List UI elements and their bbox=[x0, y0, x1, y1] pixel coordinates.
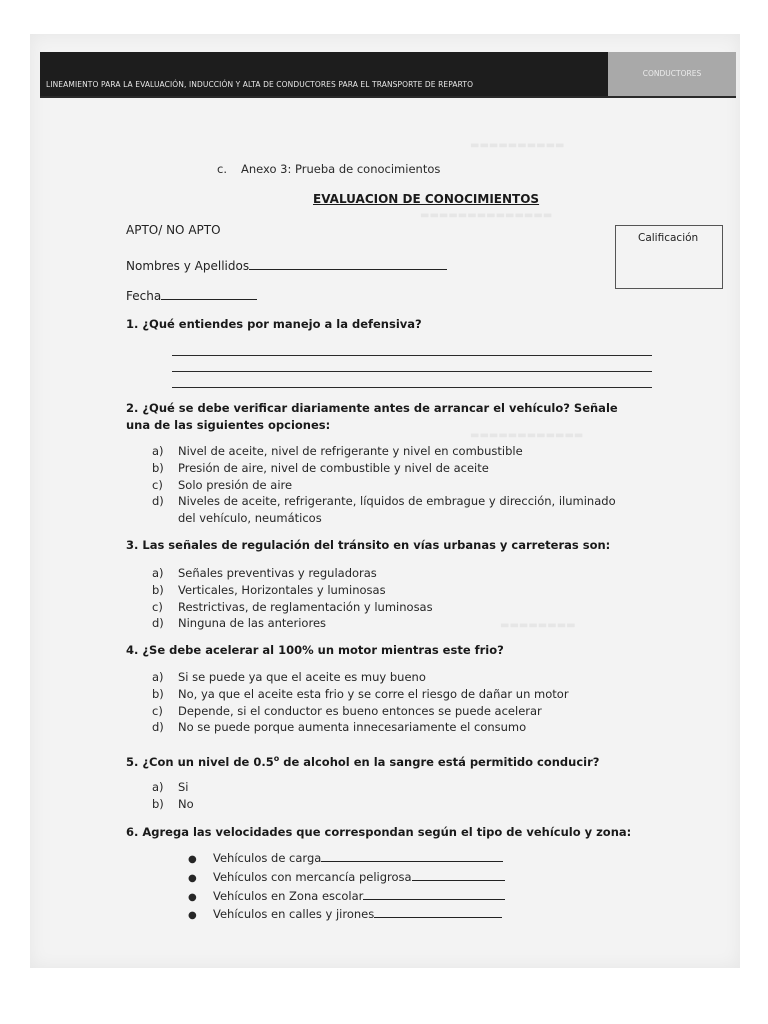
annex-text: Anexo 3: Prueba de conocimientos bbox=[240, 162, 441, 176]
score-label: Calificación bbox=[638, 232, 699, 244]
speed-item-label: Vehículos en calles y jirones bbox=[213, 907, 375, 922]
date-field[interactable] bbox=[126, 287, 257, 303]
bullet-icon: ● bbox=[188, 872, 197, 884]
degree-mark: o bbox=[273, 754, 280, 763]
score-box[interactable] bbox=[615, 225, 723, 289]
option-item[interactable] bbox=[152, 443, 622, 460]
speed-blank-line[interactable] bbox=[321, 850, 503, 862]
header-bar bbox=[40, 52, 608, 96]
option-item[interactable] bbox=[152, 582, 622, 599]
answer-line[interactable] bbox=[172, 355, 652, 356]
option-item[interactable] bbox=[152, 796, 622, 813]
speed-blank-line[interactable] bbox=[374, 906, 502, 918]
names-blank-line[interactable] bbox=[249, 257, 447, 270]
option-letter: c) bbox=[152, 703, 163, 718]
answer-line[interactable] bbox=[172, 371, 652, 372]
annex-letter: c. bbox=[217, 162, 227, 176]
speed-item bbox=[188, 906, 518, 925]
option-text: No se puede porque aumenta innecesariamente el consumo bbox=[178, 720, 527, 735]
question-6: 6. Agrega las velocidades que correspondan según el tipo de vehículo y zona: bbox=[126, 825, 632, 839]
bleed-through: ▬▬▬▬▬▬▬▬▬▬ bbox=[470, 140, 565, 151]
option-letter: b) bbox=[152, 796, 164, 811]
date-blank-line[interactable] bbox=[161, 287, 257, 300]
option-text: Depende, si el conductor es bueno entonces se puede acelerar bbox=[178, 703, 542, 718]
option-text: No, ya que el aceite esta frio y se corre el riesgo de dañar un motor bbox=[178, 686, 569, 701]
bleed-through: ▬▬▬▬▬▬▬▬▬▬▬▬ bbox=[470, 430, 584, 441]
option-text: Ninguna de las anteriores bbox=[178, 616, 327, 631]
option-letter: b) bbox=[152, 582, 164, 597]
option-text: Señales preventivas y reguladoras bbox=[178, 566, 377, 580]
apto-label: APTO/ NO APTO bbox=[126, 223, 221, 237]
option-letter: b) bbox=[152, 460, 164, 475]
option-letter: b) bbox=[152, 686, 164, 701]
date-label: Fecha bbox=[126, 289, 162, 303]
speed-blank-line[interactable] bbox=[363, 888, 505, 900]
option-letter: a) bbox=[152, 780, 164, 794]
bullet-icon: ● bbox=[188, 910, 197, 922]
question-5-text-end: de alcohol en la sangre está permitido conducir? bbox=[279, 754, 600, 769]
bullet-icon: ● bbox=[188, 854, 197, 865]
bleed-through: ▬▬▬▬▬▬▬▬▬▬▬▬▬▬ bbox=[420, 210, 553, 221]
speed-item-label: Vehículos de carga bbox=[213, 851, 322, 865]
option-item[interactable] bbox=[152, 477, 622, 494]
option-letter: d) bbox=[152, 720, 164, 735]
option-item[interactable] bbox=[152, 669, 622, 686]
option-item[interactable] bbox=[152, 686, 622, 703]
question-2: 2. ¿Qué se debe verificar diariamente antes de arrancar el vehículo? Señale una de las siguientes opciones: bbox=[126, 401, 618, 432]
question-2-options bbox=[152, 443, 622, 527]
question-3: 3. Las señales de regulación del tránsito en vías urbanas y carreteras son: bbox=[126, 538, 611, 552]
option-letter: c) bbox=[152, 599, 163, 614]
option-letter: a) bbox=[152, 670, 164, 684]
option-item[interactable] bbox=[152, 565, 622, 582]
header-title: LINEAMIENTO PARA LA EVALUACIÓN, INDUCCIÓN Y ALTA DE CONDUCTORES PARA EL TRANSPORTE DE REPARTO bbox=[46, 80, 474, 89]
option-text: Solo presión de aire bbox=[178, 477, 293, 492]
option-text: Nivel de aceite, nivel de refrigerante y nivel en combustible bbox=[178, 444, 523, 458]
question-4-options bbox=[152, 669, 622, 736]
option-letter: c) bbox=[152, 477, 163, 492]
speed-blank-line[interactable] bbox=[412, 869, 505, 881]
option-item[interactable] bbox=[152, 703, 622, 720]
question-5-text-start: 5. ¿Con un nivel de 0.5 bbox=[126, 754, 274, 769]
option-item[interactable] bbox=[152, 460, 622, 477]
option-text: No bbox=[178, 796, 194, 811]
question-3-options bbox=[152, 565, 622, 632]
option-letter: a) bbox=[152, 566, 164, 580]
question-1: 1. ¿Qué entiendes por manejo a la defensiva? bbox=[126, 317, 422, 331]
names-field[interactable] bbox=[126, 257, 447, 273]
speed-item bbox=[188, 869, 518, 888]
option-text: Niveles de aceite, refrigerante, líquidos de embrague y dirección, iluminado del vehículo, neumáticos bbox=[178, 494, 616, 526]
question-6-items bbox=[188, 850, 518, 925]
names-label: Nombres y Apellidos bbox=[126, 259, 250, 273]
header-rule bbox=[40, 96, 736, 98]
option-item[interactable] bbox=[152, 599, 622, 616]
speed-item-label: Vehículos con mercancía peligrosa bbox=[213, 869, 412, 884]
option-item[interactable] bbox=[152, 719, 622, 736]
bleed-through: ▬▬▬▬▬▬▬▬ bbox=[500, 620, 576, 631]
question-4: 4. ¿Se debe acelerar al 100% un motor mientras este frio? bbox=[126, 643, 504, 657]
option-letter: d) bbox=[152, 616, 164, 631]
option-text: Si se puede ya que el aceite es muy bueno bbox=[178, 670, 426, 684]
question-5-options bbox=[152, 779, 622, 813]
option-text: Si bbox=[178, 780, 189, 794]
question-5 bbox=[126, 750, 626, 771]
evaluation-title: EVALUACION DE CONOCIMIENTOS bbox=[313, 192, 540, 206]
speed-item bbox=[188, 888, 518, 907]
option-item[interactable] bbox=[152, 493, 622, 527]
option-text: Presión de aire, nivel de combustible y nivel de aceite bbox=[178, 460, 489, 475]
speed-item-label: Vehículos en Zona escolar bbox=[213, 888, 364, 903]
answer-line[interactable] bbox=[172, 387, 652, 388]
option-item[interactable] bbox=[152, 779, 622, 796]
option-text: Verticales, Horizontales y luminosas bbox=[178, 582, 386, 597]
speed-item bbox=[188, 850, 518, 869]
bullet-icon: ● bbox=[188, 891, 197, 903]
header-section-tab: CONDUCTORES bbox=[608, 52, 736, 96]
option-letter: d) bbox=[152, 494, 164, 509]
option-letter: a) bbox=[152, 444, 164, 458]
annex-heading bbox=[217, 162, 440, 176]
option-text: Restrictivas, de reglamentación y luminosas bbox=[178, 599, 433, 614]
option-item[interactable] bbox=[152, 615, 622, 632]
